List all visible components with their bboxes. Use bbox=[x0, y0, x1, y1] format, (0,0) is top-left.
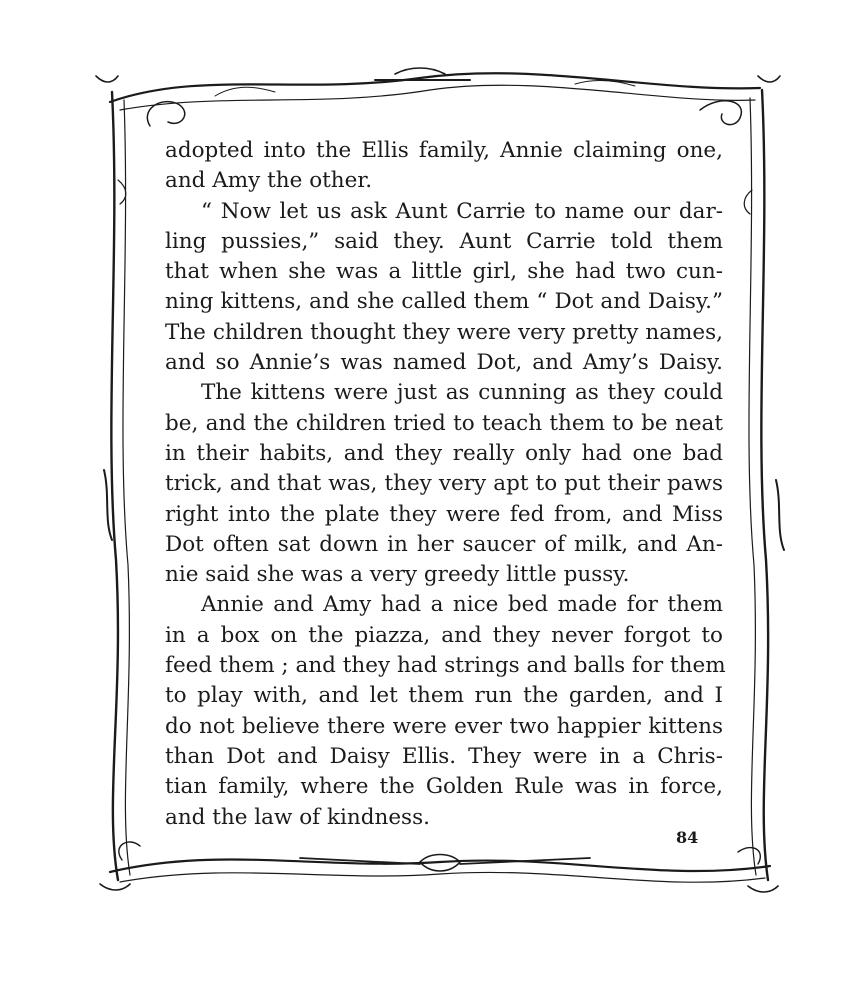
text-line: trick, and that was, they very apt to put their paws bbox=[165, 471, 723, 497]
text-line: in a box on the piazza, and they never forgot to bbox=[165, 622, 723, 648]
text-line: “ Now let us ask Aunt Carrie to name our dar- bbox=[201, 198, 723, 224]
text-line: Annie and Amy had a nice bed made for them bbox=[201, 592, 723, 618]
text-line: The children thought they were very pretty names, bbox=[165, 319, 723, 345]
text-line: do not believe there were ever two happier kittens bbox=[165, 713, 723, 739]
text-line: to play with, and let them run the garden, and I bbox=[165, 683, 723, 709]
text-line: nie said she was a very greedy little pussy. bbox=[165, 562, 630, 588]
text-line: than Dot and Daisy Ellis. They were in a Chris- bbox=[165, 743, 723, 769]
text-line: The kittens were just as cunning as they could bbox=[201, 380, 723, 406]
top-vine bbox=[110, 73, 760, 102]
text-line: Dot often sat down in her saucer of milk, and An- bbox=[165, 531, 723, 557]
text-line: that when she was a little girl, she had two cun- bbox=[165, 259, 723, 285]
text-line: ning kittens, and she called them “ Dot and Daisy.” bbox=[165, 289, 723, 315]
bottom-vine bbox=[110, 860, 770, 872]
page-number: 84 bbox=[676, 828, 699, 847]
text-line: adopted into the Ellis family, Annie claiming one, bbox=[165, 138, 723, 163]
text-line: and Amy the other. bbox=[165, 168, 373, 194]
text-line: and so Annie’s was named Dot, and Amy’s Daisy. bbox=[165, 350, 723, 376]
text-line: right into the plate they were fed from, and Miss bbox=[165, 501, 723, 527]
text-line: ling pussies,” said they. Aunt Carrie told them bbox=[165, 228, 723, 254]
body-text bbox=[165, 136, 726, 833]
text-line: be, and the children tried to teach them to be neat bbox=[165, 410, 723, 436]
left-vine bbox=[111, 92, 118, 880]
text-line: and the law of kindness. bbox=[165, 804, 430, 830]
text-line: in their habits, and they really only had one bad bbox=[165, 440, 723, 466]
right-vine bbox=[761, 90, 768, 880]
text-line: tian family, where the Golden Rule was in force, bbox=[165, 774, 723, 800]
text-line: feed them ; and they had strings and balls for them bbox=[165, 653, 726, 679]
